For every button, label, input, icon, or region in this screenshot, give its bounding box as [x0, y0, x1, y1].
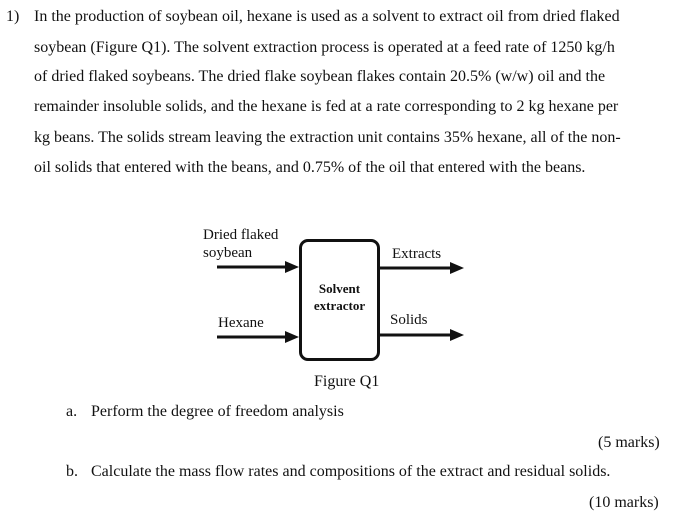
- question-text-line-6: oil solids that entered with the beans, and 0.75% of the oil that entered with the beans.: [34, 159, 586, 176]
- arrow-feed-soybean-head: [285, 261, 299, 273]
- question-number: 1): [6, 8, 20, 25]
- question-text-line-3: of dried flaked soybeans. The dried flake soybean flakes contain 20.5% (w/w) oil and the: [34, 68, 606, 85]
- part-a-label: a.: [66, 403, 78, 420]
- input-label-hexane: Hexane: [218, 315, 264, 331]
- question-text-line-2: soybean (Figure Q1). The solvent extraction process is operated at a feed rate of 1250 kg/h: [34, 39, 615, 56]
- part-b-label: b.: [66, 463, 78, 480]
- question-text-line-1: In the production of soybean oil, hexane is used as a solvent to extract oil from dried flaked: [34, 8, 620, 25]
- question-text-line-4: remainder insoluble solids, and the hexane is fed at a rate corresponding to 2 kg hexane per: [34, 98, 619, 115]
- figure-caption: Figure Q1: [314, 373, 380, 390]
- input-label-soybean: soybean: [203, 245, 253, 261]
- output-label-solids: Solids: [390, 312, 428, 328]
- question-text-line-5: kg beans. The solids stream leaving the extraction unit contains 35% hexane, all of the non-: [34, 129, 621, 146]
- unit-label-line-1: Solvent: [318, 281, 361, 296]
- arrow-feed-hexane-head: [285, 331, 299, 343]
- output-label-extracts: Extracts: [392, 246, 442, 262]
- part-b-marks: (10 marks): [589, 494, 659, 511]
- input-label-dried-flaked: Dried flaked: [203, 227, 279, 243]
- part-b-text: Calculate the mass flow rates and compositions of the extract and residual solids.: [91, 463, 611, 480]
- arrow-solids-head: [450, 329, 464, 341]
- arrow-extracts-head: [450, 262, 464, 274]
- unit-label-line-2: extractor: [313, 298, 366, 313]
- part-a-text: Perform the degree of freedom analysis: [91, 403, 344, 420]
- part-a-marks: (5 marks): [598, 434, 660, 451]
